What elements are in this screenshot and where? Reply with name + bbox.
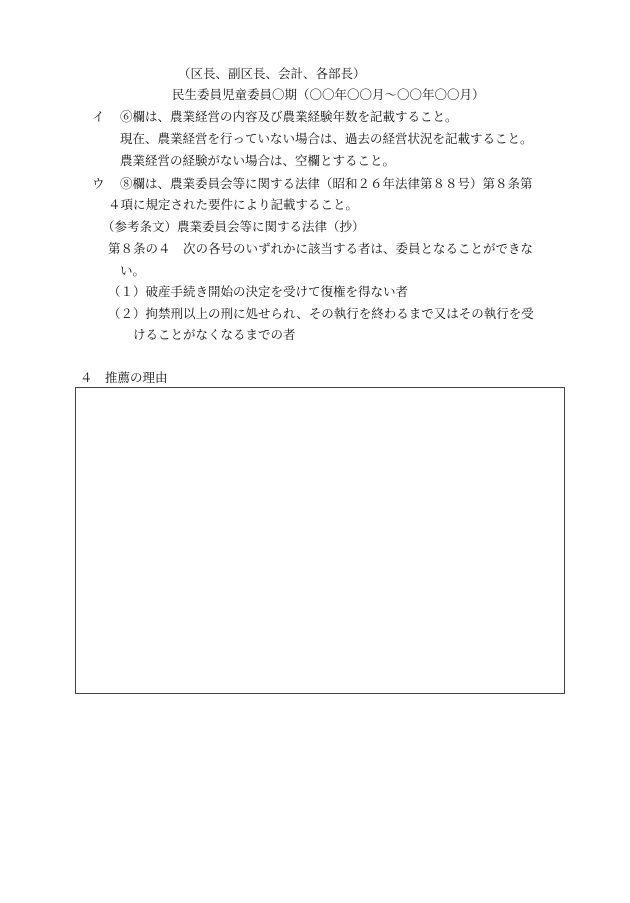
item-i-line1: ⑥欄は、農業経営の内容及び農業経験年数を記載すること。 [120, 109, 458, 124]
item-u-line1: ⑧欄は、農業委員会等に関する法律（昭和２６年法律第８８号）第８条第 [120, 176, 533, 191]
section4-title: ４ 推薦の理由 [80, 370, 168, 385]
welfare-commissioner-note: 民生委員児童委員〇期（〇〇年〇〇月～〇〇年〇〇月） [172, 87, 485, 102]
item-i-marker: イ [92, 109, 105, 124]
item-u-marker: ウ [92, 176, 105, 191]
recommendation-reason-text [76, 388, 564, 400]
item-u-line2: ４項に規定された要件により記載すること。 [108, 197, 359, 212]
clause-2-line1: （２）拘禁刑以上の刑に処せられ、その執行を終わるまで又はその執行を受 [108, 306, 534, 321]
reference-heading: （参考条文）農業委員会等に関する法律（抄） [102, 219, 365, 234]
clause-2-line2: けることがなくなるまでの者 [133, 327, 296, 342]
officer-positions-note: （区長、副区長、会計、各部長） [178, 66, 366, 81]
article-line1: 第８条の４ 次の各号のいずれかに該当する者は、委員となることができな [108, 241, 534, 256]
recommendation-reason-box[interactable] [75, 387, 565, 694]
clause-1: （１）破産手続き開始の決定を受けて復権を得ない者 [108, 284, 409, 299]
article-line2: い。 [120, 263, 146, 278]
item-i-line3: 農業経営の経験がない場合は、空欄とすること。 [120, 153, 396, 168]
item-i-line2: 現在、農業経営を行っていない場合は、過去の経営状況を記載すること。 [120, 131, 533, 146]
